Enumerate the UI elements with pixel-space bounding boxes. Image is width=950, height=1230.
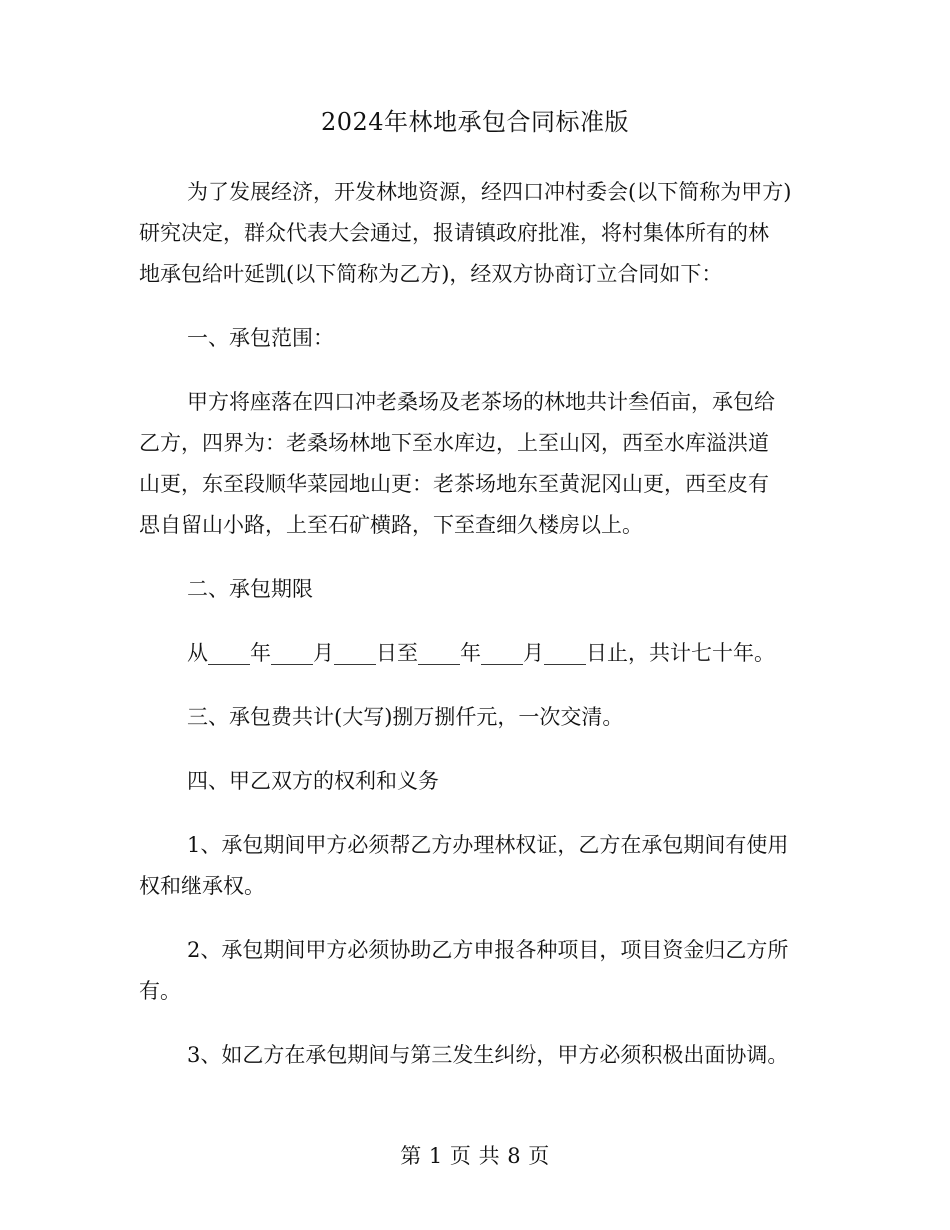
section-heading-rights xyxy=(139,761,829,802)
text-line: 有。 xyxy=(139,979,181,1003)
text-line: 三、承包费共计(大写)捌万捌仟元，一次交清。 xyxy=(187,705,624,729)
paragraph-scope xyxy=(139,382,829,546)
text-line: 山更，东至段顺华菜园地山更：老茶场地东至黄泥冈山更，西至皮有 xyxy=(139,472,769,496)
text-line: 二、承包期限 xyxy=(187,577,313,601)
paragraph-term xyxy=(139,633,829,674)
text-line: 权和继承权。 xyxy=(139,874,265,898)
page-footer: 第 1 页 共 8 页 xyxy=(400,1144,550,1168)
text-line: 地承包给叶延凯(以下简称为乙方)，经双方协商订立合同如下： xyxy=(139,262,723,286)
section-heading-fee xyxy=(139,697,829,738)
paragraph-item-2 xyxy=(139,930,829,1012)
text-line: 四、甲乙双方的权利和义务 xyxy=(187,769,439,793)
paragraph-item-1 xyxy=(139,825,829,907)
text-line: 1、承包期间甲方必须帮乙方办理林权证，乙方在承包期间有使用 xyxy=(187,833,789,857)
section-heading-scope xyxy=(139,318,829,359)
document-body xyxy=(139,172,829,1099)
text-line: 一、承包范围： xyxy=(187,326,334,350)
text-line: 研究决定，群众代表大会通过，报请镇政府批准，将村集体所有的林 xyxy=(139,221,769,245)
text-line: 思自留山小路，上至石矿横路，下至查细久楼房以上。 xyxy=(139,513,643,537)
paragraph-item-3 xyxy=(139,1035,829,1076)
paragraph-intro xyxy=(139,172,829,295)
text-line: 2、承包期间甲方必须协助乙方申报各种项目，项目资金归乙方所 xyxy=(187,938,789,962)
document-title: 2024年林地承包合同标准版 xyxy=(320,108,630,136)
text-line: 乙方，四界为：老桑场林地下至水库边，上至山冈，西至水库溢洪道 xyxy=(139,431,769,455)
text-line: 为了发展经济，开发林地资源，经四口冲村委会(以下简称为甲方) xyxy=(187,180,792,204)
text-line: 3、如乙方在承包期间与第三发生纠纷，甲方必须积极出面协调。 xyxy=(187,1043,789,1067)
text-line: 甲方将座落在四口冲老桑场及老茶场的林地共计叁佰亩，承包给 xyxy=(187,390,775,414)
text-line: 从____年____月____日至____年____月____日止，共计七十年。 xyxy=(187,641,775,665)
section-heading-term xyxy=(139,569,829,610)
